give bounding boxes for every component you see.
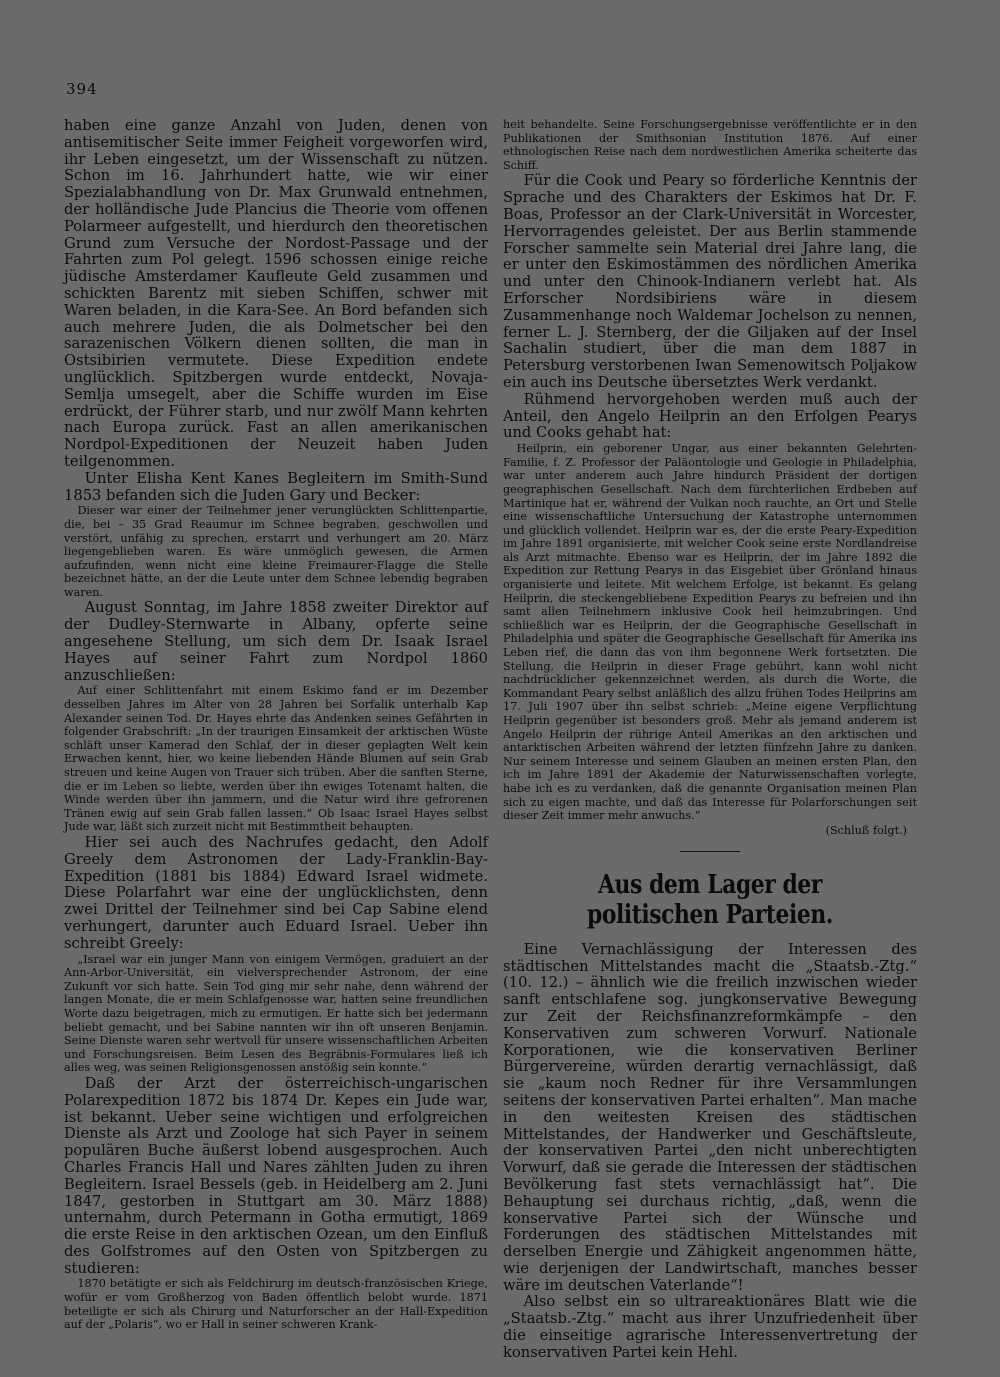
paragraph: Unter Elisha Kent Kanes Begleitern im Smith-Sund 1853 befanden sich die Juden Gary und Becker:: [64, 469, 488, 504]
paragraph: Eine Vernachlässigung der Interessen des städtischen Mittelstandes macht die „Staatsb.-Ztg.“ (10. 12.) – ähnlich wie die freilich inzwischen wieder sanft entschlafene sog. jungkonservative Bewegung zur Zeit der Reichsfinanzreformkämpfe – den Konservativen zum schweren Vorwurf. Nationale Korporationen, wie die konservativen Berliner Bürgervereine, würden derartig vernachlässigt, daß sie „kaum noch Redner für ihre Versammlungen seitens der konservativen Partei erhalten“. Man mache in den weitesten Kreisen des städtischen Mittelstandes, der Handwerker und Geschäftsleute, der konservativen Partei „den nicht unberechtigten Vorwurf, daß sie gerade die Interessen der städtischen Bevölkerung fast stets vernachlässigt hat“. Die Behauptung sei durchaus richtig, „daß, wenn die konservative Partei sich der Wünsche und Forderungen des städtischen Mittelstandes mit derselben Energie und Zähigkeit angenommen hätte, wie derjenigen der Landwirtschaft, manches besser wäre im deutschen Vaterlande“!: [503, 940, 917, 1294]
paragraph: Daß der Arzt der österreichisch-ungarischen Polarexpedition 1872 bis 1874 Dr. Kepes ein Jude war, ist bekannt. Ueber seine wichtigen und erfolgreichen Dienste als Arzt und Zoologe hat sich Payer in seinem populären Buche äußerst lobend ausgesprochen. Auch Charles Francis Hall und Nares zählten Juden zu ihren Begleitern. Israel Bessels (geb. in Heidelberg am 2. Juni 1847, gestorben in Stuttgart am 30. März 1888) unternahm, durch Petermann in Gotha ermutigt, 1869 die erste Reise in den arktischen Ozean, um den Einfluß des Golfstromes auf den Osten von Spitzbergen zu studieren:: [64, 1074, 488, 1277]
paragraph: August Sonntag, im Jahre 1858 zweiter Direktor auf der Dudley-Sternwarte in Albany, opferte seine angesehene Stellung, um sich dem Dr. Isaak Israel Hayes auf seiner Fahrt zum Nordpol 1860 anzuschließen:: [64, 599, 488, 684]
paragraph: Für die Cook und Peary so förderliche Kenntnis der Sprache und des Charakters der Eskimos hat Dr. F. Boas, Professor an der Clark-Universität in Worcester, Hervorragendes geleistet. Der aus Berlin stammende Forscher sammelte sein Material drei Jahre lang, die er unter den Eskimostämmen des nördlichen Amerika und unter den Chinook-Indianern verlebt hat. Als Erforscher Nordsibiriens wäre in diesem Zusammenhange noch Waldemar Jochelson zu nennen, ferner L. J. Sternberg, der die Giljaken auf der Insel Sachalin studiert, über die man dem 1887 in Petersburg verstorbenen Iwan Semenowitsch Poljakow ein auch ins Deutsche übersetztes Werk verdankt.: [503, 172, 917, 391]
paragraph: haben eine ganze Anzahl von Juden, denen von antisemitischer Seite immer Feigheit vorgeworfen wird, ihr Leben eingesetzt, um der Wissenschaft zu nützen. Schon im 16. Jahrhundert hatte, wie wir einer Spezialabhandlung von Dr. Max Grunwald entnehmen, der holländische Jude Plancius die Theorie vom offenen Polarmeer aufgestellt, und hierdurch den theoretischen Grund zum Versuche der Nordost-Passage und der Fahrten zum Pol gelegt. 1596 schossen einige reiche jüdische Amsterdamer Kaufleute Geld zusammen und schickten Barentz mit sieben Schiffen, schwer mit Waren beladen, in die Kara-See. An Bord befanden sich auch mehrere Juden, die als Dolmetscher bei den sarazenischen Völkern dienen sollten, die man in Ostsibirien vermutete. Diese Expedition endete unglücklich. Spitzbergen wurde entdeckt, Novaja-Semlja umsegelt, aber die Schiffe wurden im Eise erdrückt, der Führer starb, und nur zwölf Mann kehrten nach Europa zurück. Fast an allen amerikanischen Nordpol-Expeditionen der Neuzeit haben Juden teilgenommen.: [64, 117, 488, 470]
quote-block: Auf einer Schlittenfahrt mit einem Eskimo fand er im Dezember desselben Jahres im Alter von 28 Jahren bei Sorfalik unterhalb Kap Alexander seinen Tod. Dr. Hayes ehrte das Andenken seines Gefährten in folgender Grabschrift: „In der traurigen Einsamkeit der arktischen Wüste schläft unser Kamerad den Schlaf, der in dieser geplagten Welt kein Erwachen kennt, hier, wo keine liebenden Hände Blumen auf sein Grab streuen und keine Augen von Trauer sich trüben. Aber die sanften Sterne, die er im Leben so liebte, werden über ihn ewiges Totenamt halten, die Winde werden über ihn jammern, und die Natur wird ihre gefrorenen Tränen ewig auf sein Grab fallen lassen.“ Ob Isaac Israel Hayes selbst Jude war, läßt sich zurzeit nicht mit Bestimmtheit behaupten.: [64, 684, 488, 834]
paragraph: Also selbst ein so ultrareaktionäres Blatt wie die „Staatsb.-Ztg.“ macht aus ihrer Unzufriedenheit über die einseitige agrarische Interessenvertretung der konservativen Partei kein Hehl.: [503, 1293, 917, 1361]
quote-block: Dieser war einer der Teilnehmer jener verunglückten Schlittenpartie, die, bei – 35 Grad Reaumur im Schnee begraben, geschwollen und verstört, unfähig zu sprechen, erstarrt und verhungert am 20. März liegengeblieben waren. Es wäre unmöglich gewesen, die Armen aufzufinden, wenn nicht eine kleine Freimaurer-Flagge die Stelle bezeichnet hätte, an der die Leute unter dem Schnee lebendig begraben waren.: [64, 504, 488, 599]
section-divider: [680, 851, 740, 852]
quote-block: Heilprin, ein geborener Ungar, aus einer bekannten Gelehrten-Familie, f. Z. Professor der Paläontologie und Geologie in Philadelphia, war unter anderem auch Jahre hindurch Präsident der dortigen geographischen Gesellschaft. Nach dem fürchterlichen Erdbeben auf Martinique hat er, während der Vulkan noch rauchte, an Ort und Stelle eine wissenschaftliche Untersuchung der Katastrophe unternommen und glücklich vollendet. Heilprin war es, der die erste Peary-Expedition im Jahre 1891 organisierte, mit welcher Cook seine erste Nordlandreise als Arzt mitmachte. Ebenso war es Heilprin, der im Jahre 1892 die Expedition zur Rettung Pearys in das Eisgebiet über Grönland hinaus organisierte und leitete. Mit welchem Erfolge, ist bekannt. Es gelang Heilprin, die steckengebliebene Expedition Pearys zu befreien und ihn samt allen Teilnehmern inklusive Cook heil heimzubringen. Und schließlich war es Heilprin, der die Geographische Gesellschaft in Philadelphia und später die Geographische Gesellschaft für Amerika ins Leben rief, die dann das von ihm begonnene Werk fortsetzten. Die Stellung, die Heilprin in dieser Frage gebührt, kann wohl nicht nachdrücklicher gekennzeichnet werden, als durch die Worte, die Kommandant Peary selbst anläßlich des allzu frühen Todes Heilprins am 17. Juli 1907 über ihn selbst schrieb: „Meine eigene Verpflichtung Heilprin gegenüber ist besonders groß. Mehr als jemand anderem ist Angelo Heilprin der rührige Anteil Amerikas an den arktischen und antarktischen Arbeiten während der letzten fünfzehn Jahre zu danken. Nur seinem Interesse und seinem Glauben an meinen ersten Plan, den ich im Jahre 1891 der Akademie der Naturwissenschaften vorlegte, habe ich es zu verdanken, daß die genannte Organisation meinen Plan sich zu eigen machte, und daß das Interesse für Polarforschungen seit dieser Zeit immer mehr anwuchs.“: [503, 442, 917, 823]
paragraph: Rühmend hervorgehoben werden muß auch der Anteil, den Angelo Heilprin an den Erfolgen Pearys und Cooks gehabt hat:: [503, 390, 917, 442]
quote-block: heit behandelte. Seine Forschungsergebnisse veröffentlichte er in den Publikationen der Smithsonian Institution 1876. Auf einer ethnologischen Reise nach dem nordwestlichen Amerika scheiterte das Schiff.: [503, 118, 917, 172]
page-number: 394: [66, 80, 98, 98]
right-column: [503, 118, 917, 1361]
to-be-continued-note: (Schluß folgt.): [825, 823, 907, 837]
section-heading: Aus dem Lager der politischen Parteien.: [586, 869, 833, 930]
quote-block: „Israel war ein junger Mann von einigem Vermögen, graduiert an der Ann-Arbor-Universität, ein vielversprechender Astronom, der eine Zukunft vor sich hatte. Sein Tod ging mir sehr nahe, denn während der langen Monate, die er mein Schlafgenosse war, hatten seine freundlichen Worte dazu beigetragen, mich zu ermutigen. Er hatte sich bei jedermann beliebt gemacht, und bei Sabine nannten wir ihn oft unseren Benjamin. Seine Dienste waren sehr wertvoll für unsere wissenschaftlichen Arbeiten und Forschungsreisen. Beim Lesen des Begräbnis-Formulares ließ ich alles weg, was seinen Religionsgenossen anstößig sein konnte.“: [64, 952, 488, 1075]
paragraph: Hier sei auch des Nachrufes gedacht, den Adolf Greely dem Astronomen der Lady-Franklin-Bay-Expedition (1881 bis 1884) Edward Israel widmete. Diese Polarfahrt war eine der unglücklichsten, denn zwei Drittel der Teilnehmer sind bei Cap Sabine elend verhungert, darunter auch Eduard Israel. Ueber ihn schreibt Greely:: [64, 834, 488, 952]
left-column: [64, 118, 488, 1358]
quote-block: 1870 betätigte er sich als Feldchirurg im deutsch-französischen Kriege, wofür er vom Großherzog von Baden öffentlich belobt wurde. 1871 beteiligte er sich als Chirurg und Naturforscher an der Hall-Expedition auf der „Polaris“, wo er Hall in seiner schweren Krank-: [64, 1277, 488, 1332]
